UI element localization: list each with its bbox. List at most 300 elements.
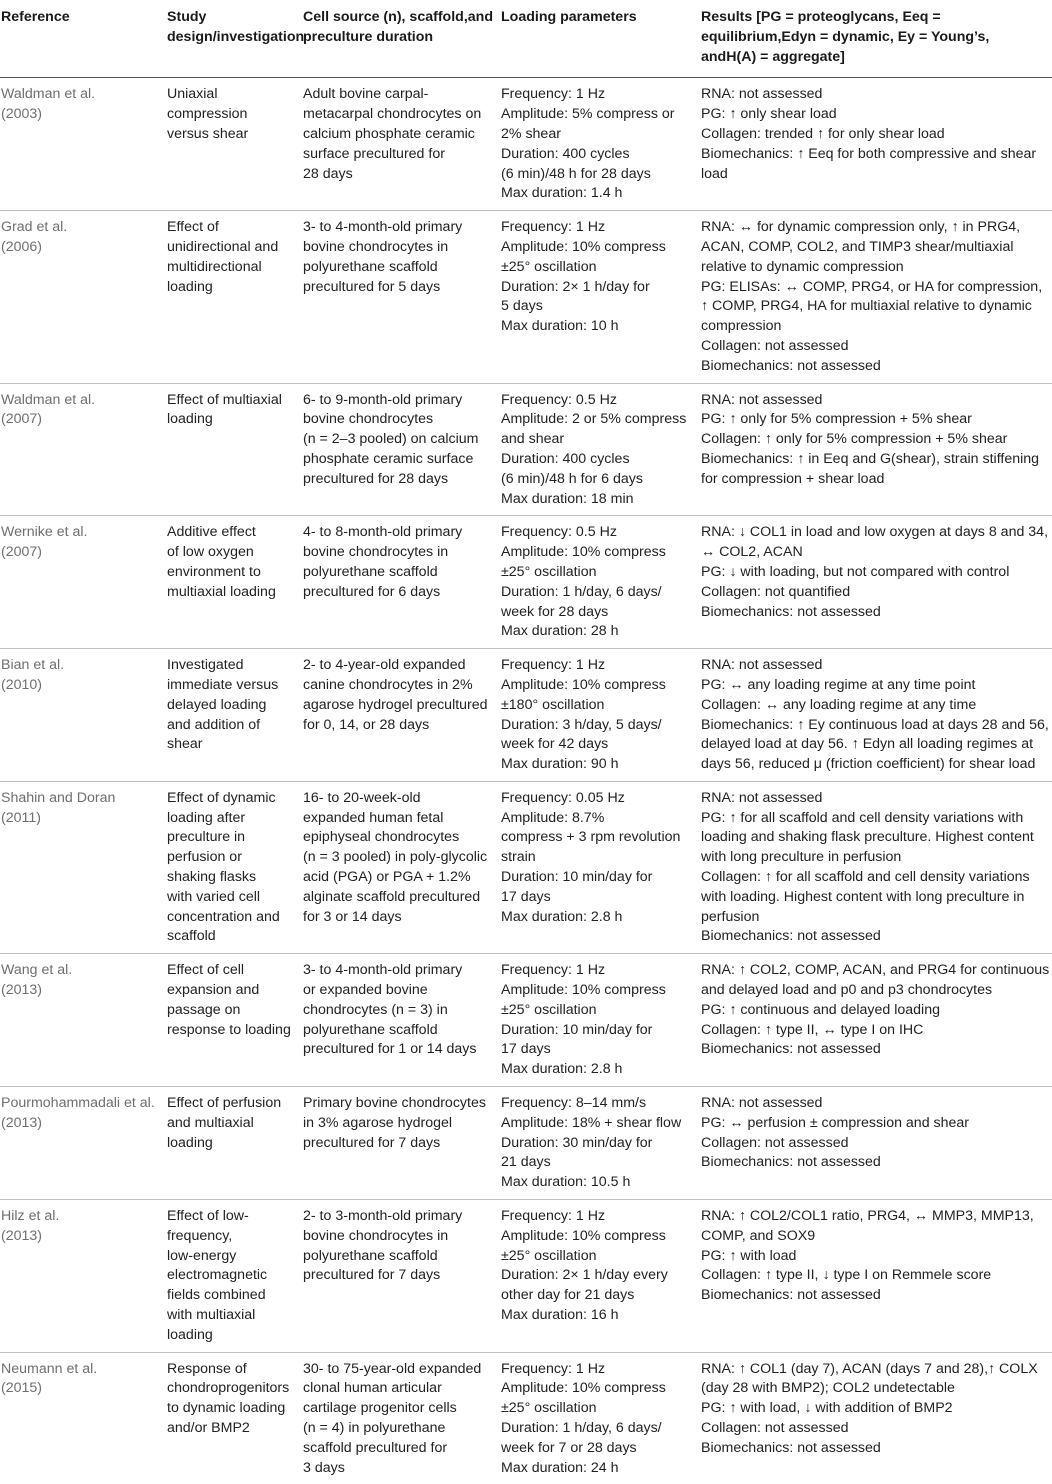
cell-line: RNA: ↓ COL1 in load and low oxygen at days 8 and 34,: [701, 524, 1049, 541]
cell-line: Primary bovine chondrocytes: [303, 1095, 486, 1112]
cell-line: fields combined: [167, 1287, 266, 1304]
cell-line: (n = 4) in polyurethane: [303, 1420, 446, 1436]
cell-line: and multiaxial: [167, 1114, 254, 1131]
cell-reference: [0, 954, 166, 1087]
cell-line: 2- to 4-year-old expanded: [303, 657, 466, 674]
cell-line: Additive effect: [167, 524, 256, 541]
cell-line: of low oxygen: [167, 544, 254, 561]
cell-line: Collagen: not quantified: [701, 583, 851, 600]
cell-line: for compression + shear load: [701, 470, 885, 487]
cell-line: Collagen: trended ↑ for only shear load: [701, 125, 945, 142]
cell-line: Max duration: 24 h: [501, 1459, 619, 1476]
table-row: [0, 1087, 1052, 1200]
cell-line: with varied cell: [167, 888, 261, 905]
cell-line: phosphate ceramic surface: [303, 450, 474, 467]
cell-line: (2013): [1, 982, 43, 999]
cell-line: loading: [167, 278, 213, 295]
cell-line: 17 days: [501, 1041, 551, 1058]
cell-line: Max duration: 90 h: [501, 756, 619, 773]
cell-line: (2013): [1, 1227, 43, 1244]
cell-line: Biomechanics: not assessed: [701, 1287, 881, 1304]
cell-results: [700, 78, 1052, 211]
cell-line: PG: ↓ with loading, but not compared with control: [701, 563, 1010, 580]
cell-line: Collagen: ↑ type II, ↓ type I on Remmele score: [701, 1267, 992, 1284]
cell-line: Biomechanics: not assessed: [701, 1154, 881, 1171]
cell-line: versus shear: [167, 125, 249, 142]
cell-line: Collagen: not assessed: [701, 337, 849, 354]
cell-line: Duration: 2× 1 h/day for: [501, 278, 650, 295]
cell-line: shaking flasks: [167, 869, 257, 886]
cell-line: Response of: [167, 1360, 247, 1377]
cell-line: Effect of perfusion: [167, 1095, 282, 1112]
cell-line: 2- to 3-month-old primary: [303, 1208, 463, 1225]
cell-line: Max duration: 10 h: [501, 318, 619, 335]
cell-cell-source: [302, 1087, 500, 1200]
cell-line: Duration: 30 min/day for: [501, 1134, 653, 1151]
cell-line: Biomechanics: ↑ in Eeq and G(shear), strain stiffening: [701, 450, 1040, 467]
table-body: [0, 78, 1052, 1484]
cell-line: precultured for 7 days: [303, 1134, 441, 1151]
cell-line: perfusion: [701, 908, 760, 925]
cell-results: [700, 954, 1052, 1087]
cell-line: precultured for 1 or 14 days: [303, 1041, 477, 1058]
cell-line: Frequency: 1 Hz: [501, 219, 606, 236]
cell-line: 17 days: [501, 888, 551, 905]
cell-line: Frequency: 1 Hz: [501, 1360, 606, 1377]
cell-line: ↑ COMP, PRG4, HA for multiaxial relative to dynamic: [701, 298, 1032, 315]
cell-line: Amplitude: 10% compress: [501, 238, 666, 255]
cell-line: loading: [167, 1134, 213, 1151]
cell-line: load: [701, 165, 728, 182]
cell-line: Duration: 10 min/day for: [501, 1021, 653, 1038]
header-line: Results [PG = proteoglycans, Eeq = equilibrium,: [701, 9, 941, 45]
cell-line: Waldman et al.: [1, 391, 96, 408]
cell-line: compression: [701, 318, 782, 335]
cell-results: [700, 1200, 1052, 1353]
cell-results: [700, 649, 1052, 782]
cell-line: immediate versus: [167, 676, 279, 693]
cell-line: 30- to 75-year-old expanded: [303, 1360, 482, 1377]
cell-line: Frequency: 1 Hz: [501, 1208, 606, 1225]
cell-loading-parameters: [500, 649, 700, 782]
cell-line: with multiaxial: [167, 1307, 256, 1324]
cell-line: Amplitude: 10% compress: [501, 1380, 666, 1397]
cell-reference: [0, 211, 166, 383]
cell-line: Duration: 2× 1 h/day every: [501, 1267, 668, 1284]
cell-line: RNA: ↑ COL2/COL1 ratio, PRG4, ↔ MMP3, MMP13,: [701, 1208, 1034, 1225]
header-row: [0, 0, 1052, 78]
header-line: Reference: [1, 9, 70, 25]
cell-line: response to loading: [167, 1021, 291, 1038]
table-header: [0, 0, 1052, 78]
cell-line: RNA: not assessed: [701, 789, 823, 806]
cell-line: bovine chondrocytes in: [303, 544, 449, 561]
cell-reference: [0, 1352, 166, 1484]
cell-line: unidirectional and: [167, 238, 279, 255]
cell-line: Adult bovine carpal-: [303, 86, 429, 103]
cell-line: (day 28 with BMP2); COL2 undetectable: [701, 1380, 955, 1397]
cell-reference: [0, 781, 166, 953]
header-results: [700, 0, 1052, 78]
header-line: Edyn = dynamic, Ey = Young’s, and: [701, 28, 990, 65]
cell-loading-parameters: [500, 516, 700, 649]
cell-line: Collagen: ↔ any loading regime at any time: [701, 696, 977, 713]
cell-line: ±25° oscillation: [501, 258, 597, 275]
cell-line: ↔ COL2, ACAN: [701, 544, 803, 561]
cell-line: 2% shear: [501, 125, 561, 142]
table-row: [0, 516, 1052, 649]
cell-line: Max duration: 18 min: [501, 490, 634, 507]
cell-line: PG: ↑ only for 5% compression + 5% shear: [701, 411, 972, 428]
cell-line: ±25° oscillation: [501, 1247, 597, 1264]
cell-line: clonal human articular: [303, 1380, 442, 1397]
cell-line: loading: [167, 411, 213, 428]
cell-line: Biomechanics: not assessed: [701, 357, 881, 374]
header-line: investigation: [216, 28, 305, 45]
cell-line: RNA: not assessed: [701, 391, 823, 408]
cell-line: Amplitude: 8.7%: [501, 809, 605, 826]
table-row: [0, 781, 1052, 953]
cell-line: or expanded bovine: [303, 982, 428, 999]
cell-study-design: [166, 383, 302, 516]
cell-line: (2003): [1, 106, 43, 123]
cell-line: PG: ↑ for all scaffold and cell density variations with: [701, 809, 1024, 826]
cell-line: week for 28 days: [501, 603, 609, 620]
cell-line: 3- to 4-month-old primary: [303, 962, 463, 979]
cell-line: epiphyseal chondrocytes: [303, 829, 460, 846]
cell-study-design: [166, 649, 302, 782]
cell-line: passage on: [167, 1001, 241, 1018]
cell-line: Pourmohammadali et al.: [1, 1095, 155, 1112]
cell-line: precultured for 5 days: [303, 278, 441, 295]
cell-line: loading and shaking flask preculture. Highest content: [701, 829, 1034, 846]
cell-line: perfusion or: [167, 849, 242, 866]
cell-line: preculture in: [167, 829, 246, 846]
cell-line: Bian et al.: [1, 657, 65, 674]
cell-cell-source: [302, 383, 500, 516]
cell-loading-parameters: [500, 1352, 700, 1484]
cell-loading-parameters: [500, 954, 700, 1087]
cell-study-design: [166, 954, 302, 1087]
cell-line: Amplitude: 10% compress: [501, 544, 666, 561]
cell-results: [700, 211, 1052, 383]
cell-line: relative to dynamic compression: [701, 258, 904, 275]
table-row: [0, 383, 1052, 516]
cell-line: shear: [167, 736, 203, 753]
cell-cell-source: [302, 78, 500, 211]
cell-line: Max duration: 16 h: [501, 1307, 619, 1324]
cell-line: (2006): [1, 238, 43, 255]
cell-line: acid (PGA) or PGA + 1.2%: [303, 869, 471, 886]
cell-line: Collagen: ↑ for all scaffold and cell density variations: [701, 869, 1030, 886]
cell-line: Biomechanics: ↑ Ey continuous load at days 28 and 56,: [701, 716, 1049, 733]
cell-line: polyurethane scaffold: [303, 1247, 438, 1264]
cell-line: Max duration: 2.8 h: [501, 908, 623, 925]
cell-study-design: [166, 781, 302, 953]
cell-reference: [0, 383, 166, 516]
cell-line: compression: [167, 106, 248, 123]
cell-line: Effect of dynamic: [167, 789, 276, 806]
cell-line: PG: ↑ only shear load: [701, 106, 837, 123]
cell-line: bovine chondrocytes in: [303, 238, 449, 255]
header-cell-source: [302, 0, 500, 78]
cell-line: Frequency: 1 Hz: [501, 962, 606, 979]
cell-line: PG: ↑ with load: [701, 1247, 797, 1264]
cell-reference: [0, 516, 166, 649]
cell-reference: [0, 649, 166, 782]
table-row: [0, 954, 1052, 1087]
cell-line: loading after: [167, 809, 246, 826]
table-row: [0, 78, 1052, 211]
cell-line: Biomechanics: not assessed: [701, 603, 881, 620]
header-study-design: [166, 0, 305, 78]
cell-line: Shahin and Doran: [1, 789, 116, 806]
cell-line: polyurethane scaffold: [303, 258, 438, 275]
cell-line: and delayed load and p0 and p3 chondrocytes: [701, 982, 993, 999]
cell-line: PG: ↑ with load, ↓ with addition of BMP2: [701, 1400, 953, 1417]
cell-line: surface precultured for: [303, 145, 445, 162]
cell-line: multidirectional: [167, 258, 262, 275]
cell-line: Amplitude: 18% + shear flow: [501, 1114, 682, 1131]
cell-line: PG: ↔ any loading regime at any time point: [701, 676, 976, 693]
cell-line: 28 days: [303, 165, 353, 182]
cell-line: and shear: [501, 431, 565, 448]
cell-results: [700, 1352, 1052, 1484]
cell-line: canine chondrocytes in 2%: [303, 676, 473, 693]
cell-line: scaffold: [167, 928, 216, 945]
cell-line: environment to: [167, 563, 261, 580]
cell-line: Duration: 10 min/day for: [501, 869, 653, 886]
cell-line: 6- to 9-month-old primary: [303, 391, 463, 408]
cell-line: frequency,: [167, 1227, 233, 1244]
table-row: [0, 211, 1052, 383]
cell-line: polyurethane scaffold: [303, 563, 438, 580]
cell-cell-source: [302, 781, 500, 953]
cell-study-design: [166, 1087, 302, 1200]
cell-line: Max duration: 2.8 h: [501, 1061, 623, 1078]
cell-line: delayed loading: [167, 696, 267, 713]
cell-line: Duration: 400 cycles: [501, 450, 630, 467]
cell-line: Frequency: 0.05 Hz: [501, 789, 625, 806]
cell-line: for 0, 14, or 28 days: [303, 716, 430, 733]
cell-loading-parameters: [500, 1087, 700, 1200]
table-row: [0, 1200, 1052, 1353]
cell-line: (2007): [1, 411, 43, 428]
cell-line: to dynamic loading: [167, 1400, 286, 1417]
cell-line: Amplitude: 10% compress: [501, 1227, 666, 1244]
cell-loading-parameters: [500, 211, 700, 383]
cell-loading-parameters: [500, 78, 700, 211]
cell-line: RNA: ↑ COL2, COMP, ACAN, and PRG4 for continuous: [701, 962, 1050, 979]
cell-line: RNA: not assessed: [701, 657, 823, 674]
cell-line: ±25° oscillation: [501, 563, 597, 580]
cell-line: scaffold precultured for: [303, 1439, 448, 1456]
cell-line: agarose hydrogel precultured: [303, 696, 488, 713]
cell-line: Effect of low-: [167, 1208, 249, 1225]
cell-line: 3- to 4-month-old primary: [303, 219, 463, 236]
cell-loading-parameters: [500, 781, 700, 953]
header-line: Study design/: [167, 9, 217, 45]
cell-line: (2013): [1, 1114, 43, 1131]
cell-line: cartilage progenitor cells: [303, 1400, 457, 1417]
cell-results: [700, 1087, 1052, 1200]
cell-line: ACAN, COMP, COL2, and TIMP3 shear/multiaxial: [701, 238, 1014, 255]
cell-line: Neumann et al.: [1, 1360, 98, 1377]
cell-line: COMP, and SOX9: [701, 1227, 816, 1244]
cell-line: Biomechanics: not assessed: [701, 928, 881, 945]
cell-study-design: [166, 516, 302, 649]
cell-line: for 3 or 14 days: [303, 908, 402, 925]
cell-line: bovine chondrocytes: [303, 411, 434, 428]
cell-line: precultured for 7 days: [303, 1267, 441, 1284]
cell-line: chondroprogenitors: [167, 1380, 290, 1397]
cell-line: polyurethane scaffold: [303, 1021, 438, 1038]
header-line: and preculture duration: [303, 9, 493, 45]
cell-reference: [0, 1200, 166, 1353]
cell-line: electromagnetic: [167, 1267, 268, 1284]
cell-line: Hilz et al.: [1, 1208, 60, 1225]
cell-line: 16- to 20-week-old: [303, 789, 421, 806]
cell-line: RNA: ↔ for dynamic compression only, ↑ in PRG4,: [701, 219, 1021, 236]
cell-line: ±25° oscillation: [501, 1001, 597, 1018]
cell-line: PG: ELISAs: ↔ COMP, PRG4, or HA for compression,: [701, 278, 1043, 295]
cell-line: precultured for 28 days: [303, 470, 449, 487]
cell-line: 3 days: [303, 1459, 345, 1476]
cell-line: strain: [501, 849, 536, 866]
cell-cell-source: [302, 1352, 500, 1484]
cell-line: other day for 21 days: [501, 1287, 635, 1304]
cell-cell-source: [302, 954, 500, 1087]
cell-reference: [0, 1087, 166, 1200]
header-loading-parameters: [500, 0, 700, 78]
cell-line: Biomechanics: not assessed: [701, 1041, 881, 1058]
cell-line: Effect of multiaxial: [167, 391, 282, 408]
cell-line: Frequency: 8–14 mm/s: [501, 1095, 647, 1112]
cell-line: Frequency: 1 Hz: [501, 657, 606, 674]
cell-line: compress + 3 rpm revolution: [501, 829, 681, 846]
cell-line: loading: [167, 1326, 213, 1343]
cell-line: (6 min)/48 h for 6 days: [501, 470, 643, 487]
table-row: [0, 1352, 1052, 1484]
cell-cell-source: [302, 1200, 500, 1353]
cell-line: Max duration: 10.5 h: [501, 1174, 631, 1191]
cell-line: Amplitude: 10% compress: [501, 982, 666, 999]
cell-line: Collagen: ↑ type II, ↔ type I on IHC: [701, 1021, 924, 1038]
cell-line: Waldman et al.: [1, 86, 96, 103]
cell-line: Uniaxial: [167, 86, 218, 103]
cell-line: (2011): [1, 809, 41, 826]
cell-line: Duration: 400 cycles: [501, 145, 630, 162]
cell-line: 4- to 8-month-old primary: [303, 524, 463, 541]
header-line: Loading parameters: [501, 9, 637, 25]
cell-loading-parameters: [500, 383, 700, 516]
cell-line: Biomechanics: ↑ Eeq for both compressive and shear: [701, 145, 1037, 162]
cell-line: Effect of cell: [167, 962, 245, 979]
cell-cell-source: [302, 649, 500, 782]
cell-study-design: [166, 1352, 302, 1484]
cell-line: Wernike et al.: [1, 524, 88, 541]
cell-line: Amplitude: 5% compress or: [501, 106, 675, 123]
cell-line: Duration: 3 h/day, 5 days/: [501, 716, 662, 733]
cell-line: days 56, reduced μ (friction coefficient) for shear load: [701, 756, 1036, 773]
cell-line: alginate scaffold precultured: [303, 888, 481, 905]
header-reference: [0, 0, 166, 78]
cell-study-design: [166, 1200, 302, 1353]
cell-study-design: [166, 211, 302, 383]
cell-line: chondrocytes (n = 3) in: [303, 1001, 448, 1018]
cell-line: PG: ↔ perfusion ± compression and shear: [701, 1114, 970, 1131]
cell-line: 5 days: [501, 298, 543, 315]
table-row: [0, 649, 1052, 782]
cell-line: Collagen: ↑ only for 5% compression + 5% shear: [701, 431, 1008, 448]
cell-line: delayed load at day 56. ↑ Edyn all loading regimes at: [701, 736, 1034, 753]
cell-line: bovine chondrocytes in: [303, 1227, 449, 1244]
cell-line: week for 7 or 28 days: [501, 1439, 637, 1456]
cell-line: metacarpal chondrocytes on: [303, 106, 482, 123]
header-line: Cell source (n), scaffold,: [303, 9, 468, 25]
cell-line: with loading. Highest content with long preculture in: [701, 888, 1025, 905]
cell-line: Amplitude: 2 or 5% compress: [501, 411, 687, 428]
cell-line: concentration and: [167, 908, 280, 925]
cell-cell-source: [302, 211, 500, 383]
cell-line: (2010): [1, 676, 43, 693]
cell-line: calcium phosphate ceramic: [303, 125, 475, 142]
cell-line: PG: ↑ continuous and delayed loading: [701, 1001, 940, 1018]
cell-line: Wang et al.: [1, 962, 73, 979]
cell-line: expanded human fetal: [303, 809, 444, 826]
cell-line: Frequency: 1 Hz: [501, 86, 606, 103]
cell-line: Frequency: 0.5 Hz: [501, 391, 617, 408]
cell-line: Effect of: [167, 219, 219, 236]
cell-results: [700, 383, 1052, 516]
cell-study-design: [166, 78, 302, 211]
cell-line: Max duration: 1.4 h: [501, 185, 623, 202]
header-line: H(A) = aggregate]: [726, 48, 845, 65]
cell-line: ±25° oscillation: [501, 1400, 597, 1417]
cell-results: [700, 781, 1052, 953]
cell-line: and addition of: [167, 716, 261, 733]
cell-line: week for 42 days: [501, 736, 609, 753]
cell-loading-parameters: [500, 1200, 700, 1353]
cell-line: expansion and: [167, 982, 260, 999]
cell-line: Max duration: 28 h: [501, 623, 619, 640]
cell-line: in 3% agarose hydrogel: [303, 1114, 453, 1131]
cell-line: ±180° oscillation: [501, 696, 605, 713]
cell-line: precultured for 6 days: [303, 583, 441, 600]
cell-line: multiaxial loading: [167, 583, 276, 600]
cell-line: Duration: 1 h/day, 6 days/: [501, 1420, 662, 1436]
cell-line: Collagen: not assessed: [701, 1420, 849, 1436]
cell-line: Collagen: not assessed: [701, 1134, 849, 1151]
cell-line: (n = 3 pooled) in poly-glycolic: [303, 849, 488, 866]
cell-line: 21 days: [501, 1154, 551, 1171]
cell-line: Biomechanics: not assessed: [701, 1439, 881, 1456]
cell-line: Frequency: 0.5 Hz: [501, 524, 617, 541]
cell-line: Investigated: [167, 657, 244, 674]
cell-line: with long preculture in perfusion: [701, 849, 902, 866]
cell-line: Grad et al.: [1, 219, 68, 236]
cell-line: (2015): [1, 1380, 43, 1397]
cell-results: [700, 516, 1052, 649]
cell-line: (6 min)/48 h for 28 days: [501, 165, 651, 182]
cell-line: RNA: not assessed: [701, 86, 823, 103]
cell-line: (2007): [1, 544, 43, 561]
cell-line: Duration: 1 h/day, 6 days/: [501, 583, 662, 600]
cell-line: and/or BMP2: [167, 1420, 250, 1436]
cell-line: low-energy: [167, 1247, 237, 1264]
cell-line: RNA: not assessed: [701, 1095, 823, 1112]
cell-reference: [0, 78, 166, 211]
